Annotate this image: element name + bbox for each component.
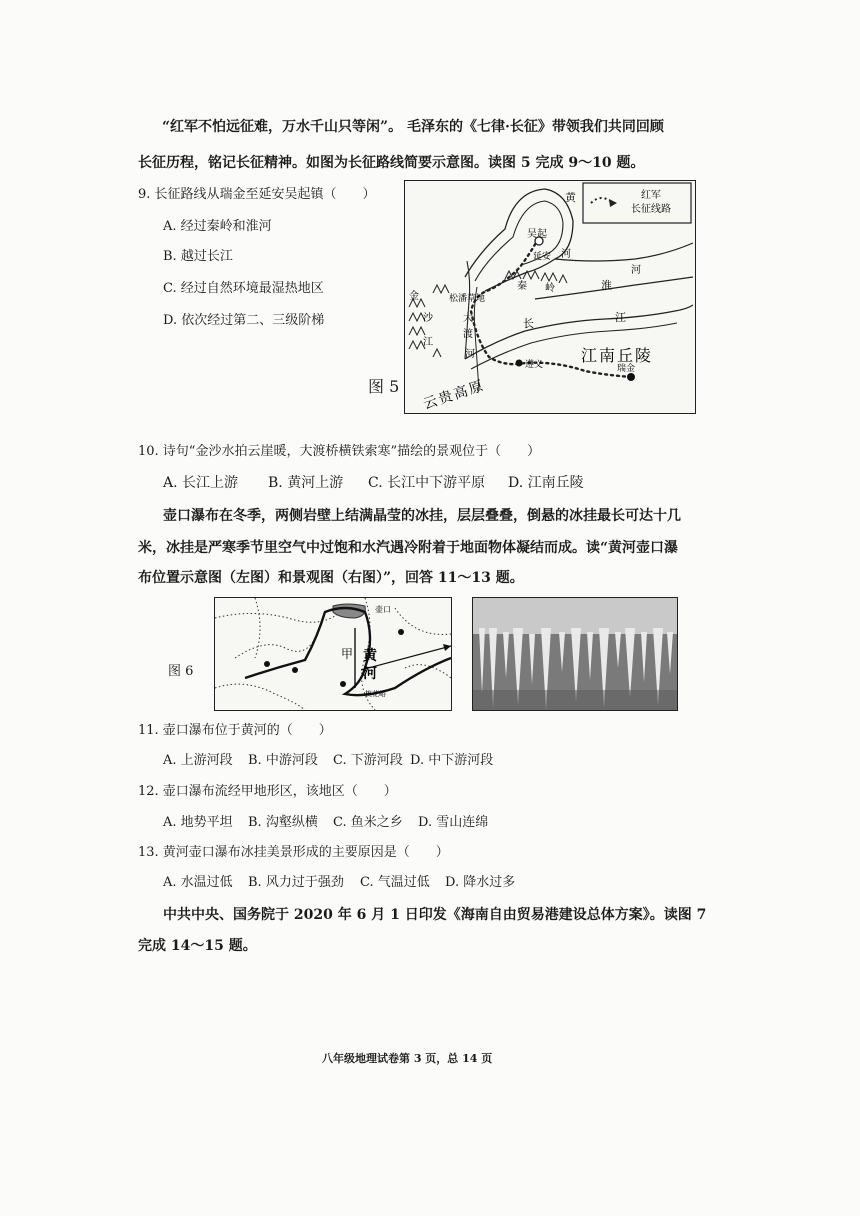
label-he: 河 <box>363 666 377 682</box>
question-13-option-a: A. 水温过低 <box>163 875 233 890</box>
label-jin: 金 <box>409 291 419 302</box>
city-dot-1 <box>264 661 270 667</box>
question-12-option-a: A. 地势平坦 <box>163 815 233 830</box>
icicle-photo-svg <box>473 598 677 710</box>
figure-5-long-march-map <box>404 180 696 414</box>
intro-paragraph-3-line-1: 中共中央、国务院于 2020 年 6 月 1 日印发《海南自由贸易港建设总体方案》。读图 7 <box>163 907 707 923</box>
long-march-map-svg <box>405 181 695 413</box>
label-jiang-1: 江 <box>423 337 433 348</box>
huai-river <box>535 277 693 299</box>
figure-6-label: 图 6 <box>168 664 194 679</box>
city-dot-3 <box>398 629 404 635</box>
yangtze-river-outer <box>465 305 693 359</box>
legend-label-2: 长征线路 <box>631 204 671 215</box>
city-dot-4 <box>340 681 346 687</box>
legend-label-1: 红军 <box>641 190 661 201</box>
question-10-option-d: D. 江南丘陵 <box>508 475 584 491</box>
question-12-option-b: B. 沟壑纵横 <box>248 815 318 830</box>
figure-6-icicle-photo <box>472 597 678 711</box>
question-13-option-c: C. 气温过低 <box>360 875 430 890</box>
label-huang: 黄 <box>565 191 576 204</box>
question-11-option-b: B. 中游河段 <box>248 753 318 768</box>
question-9-option-c: C. 经过自然环境最湿热地区 <box>163 281 324 296</box>
label-yungui-plateau: 云贵高原 <box>421 377 488 413</box>
question-12-stem: 12. 壶口瀑布流经甲地形区，该地区（ ） <box>138 784 397 799</box>
intro-paragraph-2-line-1: 壶口瀑布在冬季，两侧岩壁上结满晶莹的冰挂，层层叠叠，倒悬的冰挂最长可达十几 <box>163 508 681 524</box>
label-ruijin: 瑞金 <box>617 364 636 374</box>
intro-paragraph-1-line-2: 长征历程，铭记长征精神。如图为长征路线简要示意图。读图 5 完成 9～10 题。 <box>138 155 645 171</box>
intro-paragraph-3-line-2: 完成 14～15 题。 <box>138 938 257 954</box>
label-he-2: 河 <box>631 265 641 276</box>
label-songpan: 松潘草地 <box>449 294 486 304</box>
map-legend-box <box>583 183 691 223</box>
label-jiangnan-hills: 江南丘陵 <box>581 346 654 365</box>
legend-arrow-icon <box>609 199 617 207</box>
question-13-stem: 13. 黄河壶口瀑布冰挂美景形成的主要原因是（ ） <box>138 845 449 860</box>
label-da: 大 <box>463 313 473 324</box>
zunyi-marker <box>516 360 523 367</box>
question-11-option-c: C. 下游河段 <box>333 753 403 768</box>
question-10-option-c: C. 长江中下游平原 <box>368 475 486 491</box>
label-huai: 淮 <box>601 279 612 292</box>
question-9-option-b: B. 越过长江 <box>163 249 233 264</box>
question-12-option-d: D. 雪山连绵 <box>418 815 489 830</box>
figure-6-hukou-location-map <box>214 597 452 711</box>
label-wuqi: 吴起 <box>527 229 547 240</box>
yellow-river-lower <box>555 243 693 261</box>
ruijin-marker <box>627 373 635 381</box>
label-hukou: 壶口 <box>375 605 391 614</box>
question-13-option-d: D. 降水过多 <box>445 875 516 890</box>
label-he-3: 河 <box>465 349 475 360</box>
question-13-option-b: B. 风力过于强劲 <box>248 875 344 890</box>
city-dot-2 <box>292 667 298 673</box>
label-jiang-2: 江 <box>615 311 626 324</box>
label-jia: 甲 <box>341 647 354 661</box>
pointer-arrow-icon <box>443 644 451 651</box>
label-chang: 长 <box>523 317 534 330</box>
label-huang: 黄 <box>363 648 377 664</box>
question-12-option-c: C. 鱼米之乡 <box>333 815 403 830</box>
page-footer: 八年级地理试卷第 3 页，总 14 页 <box>322 1052 493 1065</box>
label-zunyi: 遵义 <box>525 360 544 370</box>
label-du: 渡 <box>463 329 473 340</box>
intro-paragraph-2-line-3: 布位置示意图（左图）和景观图（右图）”，回答 11～13 题。 <box>138 570 524 586</box>
label-ling: 岭 <box>545 283 555 294</box>
question-11-option-d: D. 中下游河段 <box>410 753 494 768</box>
question-11-option-a: A. 上游河段 <box>163 753 233 768</box>
question-10-option-a: A. 长江上游 <box>163 475 239 491</box>
label-sha: 沙 <box>423 313 433 324</box>
province-boundaries <box>215 598 451 710</box>
hukou-map-svg <box>215 598 451 710</box>
question-10-stem: 10. 诗句“金沙水拍云崖暖，大渡桥横铁索寒”描绘的景观位于（ ） <box>138 444 541 459</box>
question-9-option-a: A. 经过秦岭和淮河 <box>163 219 272 234</box>
question-9-option-d: D. 依次经过第二、三级阶梯 <box>163 313 325 328</box>
figure-5-label: 图 5 <box>368 377 400 396</box>
intro-paragraph-1-line-1: “红军不怕远征难，万水千山只等闲”。 毛泽东的《七律·长征》带领我们共同回顾 <box>162 119 664 135</box>
label-he-1: 河 <box>561 249 571 260</box>
question-10-option-b: B. 黄河上游 <box>268 475 344 491</box>
question-9-stem: 9. 长征路线从瑞金至延安吴起镇（ ） <box>138 187 376 202</box>
label-yanan: 延安 <box>533 252 552 262</box>
intro-paragraph-2-line-2: 米，冰挂是严寒季节里空气中过饱和水汽遇冷附着于地面物体凝结而成。读“黄河壶口瀑 <box>138 540 679 556</box>
label-qin: 秦 <box>517 281 527 292</box>
question-11-stem: 11. 壶口瀑布位于黄河的（ ） <box>138 723 332 738</box>
label-small: 桃花峪 <box>365 690 386 698</box>
